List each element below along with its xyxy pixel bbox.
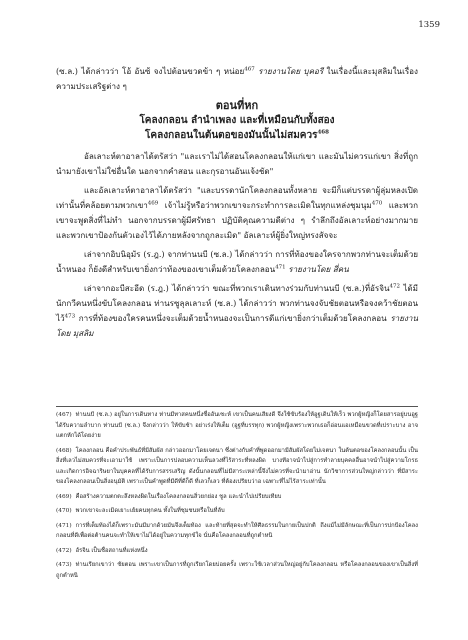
citation: รายงานโดย บุคอรี (258, 66, 324, 76)
section-subheading: โคลงกลอนในต้นตอของมันนั้นไม่สมควร$^{468}$ (145, 129, 329, 141)
footnote (56, 546, 418, 557)
footnote-number: (471) (56, 522, 72, 529)
footnote-ref: 470 (371, 200, 383, 207)
footnote-number: (472) (56, 547, 72, 554)
footnote-number: (473) (56, 562, 72, 568)
footnote-ref: 472 (389, 283, 401, 290)
footnote-ref: 467 (244, 66, 255, 73)
footnote-text: การที่เต็มท้องได้ก็เพราะมันมีมากด้วยมันจึงเต็มท้อง และท้ายที่สุดจะทำให้ศีลธรรมในกายเป็นปกติ ถึงแม้ไม่มีลักษณะที่เป็นการปกป้องโคลงกลอนที่ดีเพื่อต่อต้านคนจะทำให้เขาไม่ได้อยู่ในความทุกข์ใจ นั่นคือโคลงกลอนที่ถูกตำหนิ (56, 522, 418, 539)
footnote-text: อัรจิน เป็นชื่อสถานที่แห่งหนึ่ง (75, 547, 148, 554)
footnote-text: โคลงกลอน คือคำประพันธ์ที่มีสัมผัส กล่าวออกมาโดยเจตนา ซึ่งต่างกับคำที่พูดออกมามีสัมผัสโดยไม่เจตนา ในต้นตอของโคลงกลอนนั้น เป็นสิ่งที่เลวไม่สมควรที่จะเอามาใช้ เพราะเป็นการปลอบความเห็นลวงที่ไร้สาระที่หลงผิด บางทีอาจนำไปสู่การทำลายบุคคลอื่นอาจนำไปสู่ความโกรธ และเกิดการอิจฉาริษยาในบุคคลที่ได้รับการสรรเสริญ ดังนั้นกลอนที่ไม่มีสาระเหล่านี้จึงไม่ควรที่จะนำมาอ่าน นักวิชาการส่วนใหญ่กล่าวว่า ที่มีสาระของโคลงกลอนเป็นสิ่งอนุมัติ เพราะเป็นคำพูดที่มีดีที่ดีก็ดี ที่เลวก็เลว ที่ต้องเปรียบว่าอ เฉพาะที่ไม่ไร้สาระเท่านั้น (56, 447, 418, 485)
footnote (56, 506, 418, 517)
paragraph-5: เล่าจากอะบีสะอีด (ร.ฎ.) ได้กล่าวว่า ขณะที่พวกเราเดินทางร่วมกับท่านนบี (ซ.ล.)ที่อัรจิน$^{472}$ ได้มีนักกวีคนหนึ่งขับโคลงกลอน ท่านรซูลุลเลาะห์ (ซ.ล.) ได้กล่าวว่า พวกท่านจงจับชัยตอนหรือจงคว้าชัยตอนไว้$^{473}$ การที่ท้องของใครคนหนึ่งจะเต็มด้วยน้ำหนองจะเป็นการดีแก่เขายิ่งกว่าเต็มด้วยโคลงกลอน รายงานโดย มุสลิม (56, 283, 418, 338)
footnote (56, 446, 418, 488)
footnote-ref: 471 (275, 264, 286, 271)
paragraph-3: และอัลเลาะห์ตาอาลาได้ตรัสว่า "และบรรดานักโคลงกลอนทั้งหลาย จะมีก็แต่บรรดาผู้ลุ่มหลงเปิดเท่านั้นที่คล้อยตามพวกเขา$^{469}$ เจ้าไม่รู้หรือว่าพวกเขาจะกระทำการละเมิดในทุกแหล่งชุมนุม$^{470}$ และพวกเขาจะพูดสิ่งที่ไม่ทำ นอกจากบรรดาผู้มีศรัทธา ปฏิบัติคุณความดีต่าง ๆ รำลึกถึงอัลเลาะห์อย่างมากมาย และพวกเขาป้องกันตัวเองไว้ได้ภายหลังจากถูกละเมิด" อัลเลาะห์ผู้ยิ่งใหญ่ทรงสัจจะ (56, 185, 418, 240)
footnote (56, 521, 418, 542)
footnote (56, 492, 418, 503)
paragraph-4: เล่าจากอิบนิอุมัร (ร.ฎ.) จากท่านนบี (ซ.ล.) ได้กล่าวว่า การที่ท้องของใครจากพวกท่านจะเต็มด้วยน้ำหนอง ก็ยังดีสำหรับเขายิ่งกว่าท้องของเขาเต็มด้วยโคลงกลอน$^{471}$ รายงานโดย สี่คน (56, 249, 418, 274)
footnote-divider (56, 406, 418, 407)
footnote-ref: 473 (64, 313, 76, 320)
section-title: ตอนที่หก (215, 99, 259, 112)
citation: รายงานโดย มุสลิม (56, 313, 418, 338)
footnotes (56, 410, 418, 585)
paragraph-2: อัลเลาะห์ตาอาลาได้ตรัสว่า "และเราไม่ได้สอนโคลงกลอนให้แก่เขา และมันไม่ควรแก่เขา สิ่งที่ถูกนำมายังเขาไม่ใช่อื่นใด นอกจากคำสอน และกุรอานอันแจ้งชัด" (56, 151, 418, 176)
footnote-number: (469) (56, 493, 72, 500)
footnote-text: ท่านเรียกเขาว่า ชัยตอน เพราะเขาเป็นการที่ถูกเรียกโดยบ่อยครั้ง เพราะใช้เวลาส่วนใหญ่อยู่กับโคลงกลอน หรือโคลงกลอนของเขาเป็นสิ่งที่ถูกตำหนิ (56, 562, 418, 579)
section-heading (56, 98, 418, 143)
footnote (56, 410, 418, 442)
footnote-text: ท่านนบี (ซ.ล.) อยู่ในการเดินทาง ท่านมีทาสคนหนึ่งชื่ออันเซะห์ เขาเป็นคนเสียงดี จึงใช้ขับร้องให้อูฐเดินให้เร็ว พวกผู้หญิงก็โดยสารอยู่บนอูฐ ได้รับความลำบาก ท่านนบี (ซ.ล.) จึงกล่าวว่า ให้ขับช้า อย่าเร่งให้เต็ม (อูฐที่บรรทุก) พวกผู้หญิงเพราะพวกเธอก็อ่อนแอเหมือนขวดที่เปราะบาง อาจแตกหักได้โดยง่าย (56, 412, 418, 439)
section-subtitle: โคลงกลอน ลำนำเพลง และที่เหมือนกับทั้งสอง (139, 115, 335, 126)
footnote-text: คือสร้างความตกตะลึงหลงผิดในเรื่องโคลงกลอนสิ่วยกย่อง ชูล และนำไปเปรียบเทียบ (75, 493, 282, 500)
footnote-text: พวกเขาจะละเมิดเยาะเย้ยคนทุกคน ทั้งในที่ชุมชนหรือในที่ลับ (75, 508, 225, 514)
footnote-ref: 469 (147, 200, 159, 207)
paragraph-1: (ซ.ล.) ได้กล่าวว่า โอ้ อันซ้ จงไปต้อนขวดข้า ๆ หน่อย$^{467}$ รายงานโดย บุคอรี ในเรื่องนี้และมุสลิมในเรื่องความประเสริฐต่าง ๆ (56, 66, 418, 91)
citation: รายงานโดย สี่คน (288, 264, 349, 274)
page-number: 1359 (418, 20, 440, 30)
main-text (56, 64, 418, 345)
footnote-number: (468) (56, 447, 72, 454)
footnote-ref: 468 (317, 129, 329, 136)
footnote (56, 560, 418, 581)
footnote-number: (470) (56, 508, 72, 514)
footnote-number: (467) (56, 412, 72, 418)
